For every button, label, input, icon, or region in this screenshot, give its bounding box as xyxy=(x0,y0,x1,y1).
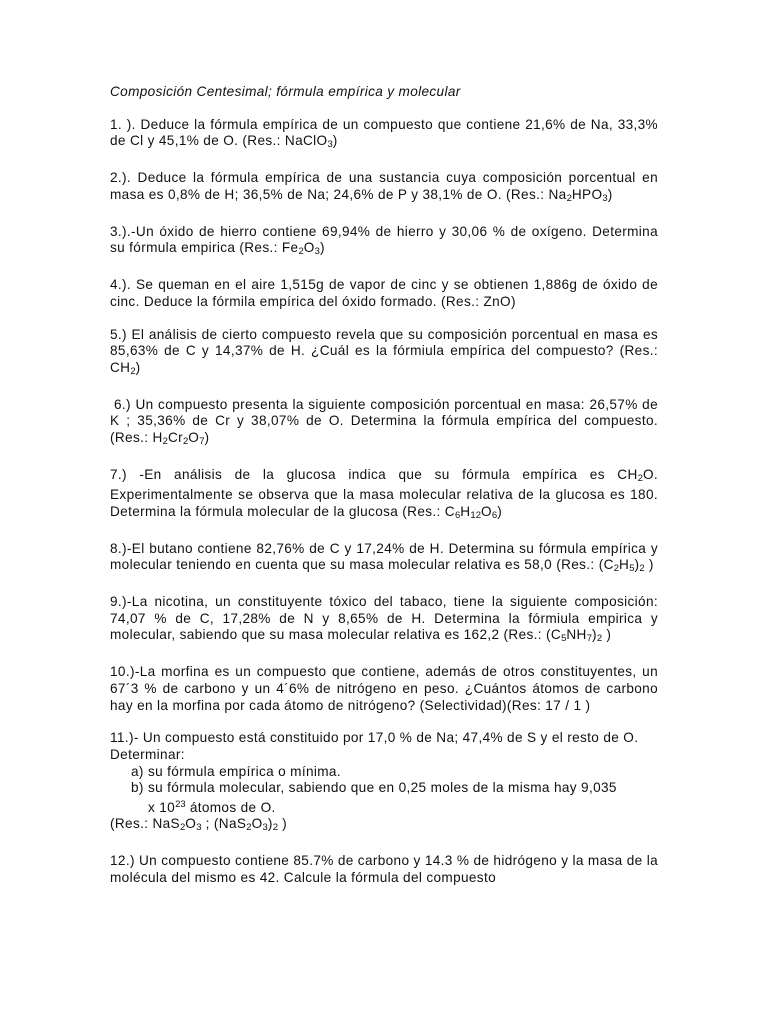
problem-10: 10.)-La morfina es un compuesto que contiene, además de otros constituyentes, un 67´3 % de carbono y un 4´6% de nitrógeno en peso. ¿Cuántos átomos de carbono hay en la morfina por cada átomo de nitrógeno? (Selectividad)(Res: 17 / 1 ) xyxy=(110,664,658,713)
problem-3: 3.).-Un óxido de hierro contiene 69,94% de hierro y 30,06 % de oxígeno. Determina su fórmula empirica (Res.: $Fe_2O_3$) xyxy=(110,223,658,258)
document-body xyxy=(110,84,658,903)
problem-7: 7.) -En análisis de la glucosa indica que su fórmula empírica es $CH_2O$. Experimentalmente se observa que la masa molecular relativa de la glucosa es 180. Determina la fórmula molecular de la glucosa (Res.: $C_6H_{12}O_6$) xyxy=(110,466,658,521)
problem-12: 12.) Un compuesto contiene 85.7% de carbono y 14.3 % de hidrógeno y la masa de la molécula del mismo es 42. Calcule la fórmula del compuesto xyxy=(110,853,658,885)
problem-11-answer: (Res.: $NaS_2O_3$ ; $(NaS_2O_3)_2$ ) xyxy=(110,816,288,834)
problem-6: 6.) Un compuesto presenta la siguiente composición porcentual en masa: 26,57% de K ; 35,36% de Cr y 38,07% de O. Determina la fórmula empírica del compuesto. (Res.: $H_2Cr_2O_7$) xyxy=(110,396,658,447)
problem-9: 9.)-La nicotina, un constituyente tóxico del tabaco, tiene la siguiente composición: 74,07 % de C, 17,28% de N y 8,65% de H. Determina la fórmiula empirica y molecular, sabiendo que su masa molecular relativa es 162,2 (Res.: $(C_5NH_7)_2$ ) xyxy=(110,594,658,645)
problem-11 xyxy=(110,730,658,837)
problem-4: 4.). Se queman en el aire 1,515g de vapor de cinc y se obtienen 1,886g de óxido de cinc. Deduce la fórmila empírica del óxido formado. (Res.: ZnO) xyxy=(110,277,658,309)
problem-1: 1. ). Deduce la fórmula empírica de un compuesto que contiene 21,6% de Na, 33,3% de Cl y 45,1% de O. (Res.: NaClO$_3$) xyxy=(110,116,658,151)
problem-11-items xyxy=(110,764,658,797)
problem-8: 8.)-El butano contiene 82,76% de C y 17,24% de H. Determina su fórmula empírica y molecular teniendo en cuenta que su masa molecular relativa es 58,0 (Res.: $(C_2H_5)_2$ ) xyxy=(110,540,658,575)
problem-11-item-b-continuation: x $10^{23}$ átomos de O. xyxy=(148,798,276,815)
problem-11-statement: 11.)- Un compuesto está constituido por 17,0 % de Na; 47,4% de S y el resto de O. Determinar: xyxy=(110,730,639,762)
problem-2: 2.). Deduce la fórmula empírica de una sustancia cuya composición porcentual en masa es 0,8% de H; 36,5% de Na; 24,6% de P y 38,1% de O. (Res.: $Na_2HPO_3$) xyxy=(110,170,658,204)
list-item: a) su fórmula empírica o mínima. xyxy=(131,763,341,779)
problem-5: 5.) El análisis de cierto compuesto revela que su composición porcentual en masa es 85,63% de C y 14,37% de H. ¿Cuál es la fórmiula empírica del compuesto? (Res.: $CH_2$) xyxy=(110,326,658,377)
list-item: b) su fórmula molecular, sabiendo que en 0,25 moles de la misma hay 9,035 xyxy=(131,780,617,796)
page-title: Composición Centesimal; fórmula empírica y molecular xyxy=(110,84,461,99)
